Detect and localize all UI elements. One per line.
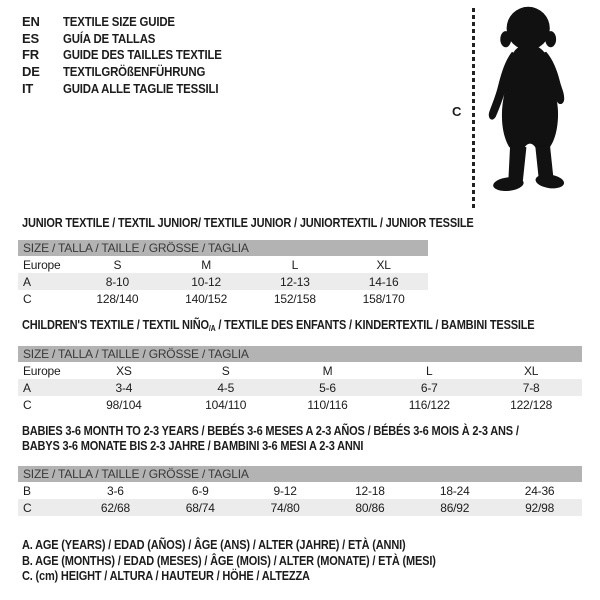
age-value: 8-10 (105, 274, 129, 289)
size-header-bar: SIZE / TALLA / TAILLE / GRÖSSE / TAGLIA (18, 346, 582, 362)
language-row-en (22, 13, 243, 30)
height-value: 98/104 (106, 397, 142, 412)
age-value: 9-12 (273, 483, 297, 498)
footnotes (22, 538, 492, 585)
table-row-age (18, 379, 582, 396)
height-value: 86/92 (440, 500, 470, 515)
height-measure-dashed-line (472, 8, 475, 210)
table-row-height (18, 290, 428, 307)
language-label: TEXTILGRÖßENFÜHRUNG (63, 64, 206, 80)
footnote-c: C. (cm) HEIGHT / ALTURA / HAUTEUR / HÖHE / ALTEZZA (22, 569, 310, 583)
height-value: 74/80 (270, 500, 300, 515)
size-value: XS (116, 363, 132, 378)
language-row-de (22, 63, 243, 80)
size-value: M (322, 363, 333, 378)
size-value: S (113, 257, 122, 272)
height-value: 110/116 (307, 397, 348, 412)
footnote-a: A. AGE (YEARS) / EDAD (AÑOS) / ÂGE (ANS) / ALTER (JAHRE) / ETÀ (ANNI) (22, 538, 406, 552)
size-value: S (221, 363, 230, 378)
children-table-title: CHILDREN'S TEXTILE / TEXTIL $NIÑO_{/A}$ / TEXTILE DES ENFANTS / KINDERTEXTIL / BAMBINI TESSILE (22, 318, 535, 333)
language-code: IT (22, 81, 34, 97)
junior-table-title: JUNIOR TEXTILE / TEXTIL JUNIOR/ TEXTILE JUNIOR / JUNIORTEXTIL / JUNIOR TESSILE (22, 216, 474, 230)
size-header-bar: SIZE / TALLA / TAILLE / GRÖSSE / TAGLIA (18, 466, 582, 482)
age-value: 3-4 (115, 380, 133, 395)
size-value: M (201, 257, 212, 272)
age-value: 12-18 (355, 483, 385, 498)
height-value: 116/122 (408, 397, 450, 412)
language-code: EN (22, 13, 40, 29)
row-label: C (23, 397, 32, 412)
language-row-it (22, 80, 243, 97)
size-value: XL (523, 363, 539, 378)
height-value: 104/110 (205, 397, 247, 412)
age-value: 7-8 (522, 380, 540, 395)
table-row-height (18, 499, 582, 516)
language-list (22, 13, 243, 97)
size-value: L (291, 257, 299, 272)
size-header-bar: SIZE / TALLA / TAILLE / GRÖSSE / TAGLIA (18, 240, 428, 256)
babies-table-title: BABIES 3-6 MONTH TO 2-3 YEARS / BEBÉS 3-6 MESES A 2-3 AÑOS / BÉBÉS 3-6 MOIS À 2-3 ANS / BABYS 3-6 MONATE BIS 2-3 JAHRE / BAMBINI 3-6 MESI A 2-3 ANNI (22, 424, 519, 453)
height-measure-label: C (452, 104, 462, 119)
baby-silhouette-icon (485, 5, 575, 212)
age-value: 10-12 (191, 274, 221, 289)
footnote-b: B. AGE (MONTHS) / EDAD (MESES) / ÂGE (MOIS) / ALTER (MONATE) / ETÀ (MESI) (22, 553, 436, 568)
table-row-europe (18, 256, 428, 273)
babies-size-table (18, 466, 582, 516)
age-value: 18-24 (439, 483, 470, 498)
language-label: TEXTILE SIZE GUIDE (63, 13, 175, 29)
height-value: 68/74 (185, 500, 215, 515)
height-value: 140/152 (185, 291, 228, 306)
age-value: 3-6 (107, 483, 124, 498)
size-value: XL (376, 257, 391, 272)
junior-size-table (18, 240, 428, 307)
age-value: 4-5 (217, 380, 235, 395)
language-label: GUÍA DE TALLAS (63, 30, 156, 46)
language-label: GUIDE DES TAILLES TEXTILE (63, 47, 222, 63)
row-label: Europe (23, 257, 61, 272)
height-value: 92/98 (525, 500, 555, 515)
size-value: L (426, 363, 433, 378)
row-label: C (23, 291, 32, 306)
age-value: 6-9 (191, 483, 209, 498)
age-value: 24-36 (524, 483, 555, 498)
age-value: 14-16 (368, 274, 399, 289)
language-row-fr (22, 47, 243, 64)
age-value: 6-7 (420, 380, 438, 395)
height-value: 122/128 (510, 397, 553, 412)
height-value: 62/68 (100, 500, 130, 515)
children-size-table (18, 346, 582, 413)
table-row-europe (18, 362, 582, 379)
table-row-height (18, 396, 582, 413)
row-label: C (23, 500, 32, 515)
height-value: 80/86 (355, 500, 385, 515)
age-value: 12-13 (280, 274, 310, 289)
language-row-es (22, 30, 243, 47)
table-row-age-months (18, 482, 582, 499)
language-code: ES (22, 30, 39, 46)
height-value: 152/158 (273, 291, 316, 306)
language-code: DE (22, 64, 40, 80)
row-label: B (23, 483, 31, 498)
table-row-age (18, 273, 428, 290)
row-label: A (23, 274, 31, 289)
height-value: 128/140 (96, 291, 139, 306)
row-label: Europe (23, 363, 61, 378)
language-label: GUIDA ALLE TAGLIE TESSILI (63, 81, 219, 97)
height-value: 158/170 (362, 291, 405, 306)
age-value: 5-6 (319, 380, 336, 395)
language-code: FR (22, 47, 39, 63)
row-label: A (23, 380, 31, 395)
